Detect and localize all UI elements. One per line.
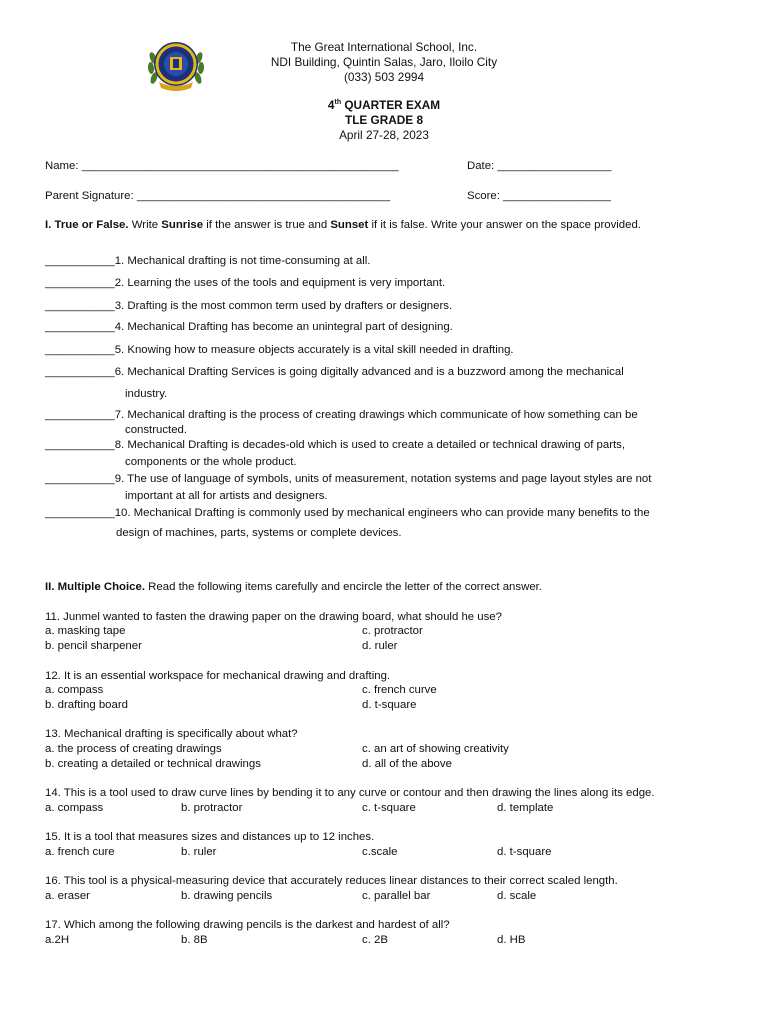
q12-option-d[interactable]: d. t-square [362, 699, 417, 711]
parent-signature-field[interactable]: Parent Signature: ________________________________________ [45, 190, 391, 202]
q14-option-b[interactable]: b. protractor [181, 802, 243, 814]
tf-item-7[interactable]: ___________7. Mechanical drafting is the process of creating drawings which communicate of how something can be [45, 409, 638, 421]
q17-option-a[interactable]: a.2H [45, 934, 70, 946]
q16-option-d[interactable]: d. scale [497, 890, 537, 902]
q14-option-c[interactable]: c. t-square [362, 802, 416, 814]
question-12: 12. It is an essential workspace for mechanical drawing and drafting. [45, 670, 391, 682]
q13-option-a[interactable]: a. the process of creating drawings [45, 743, 222, 755]
q15-option-c[interactable]: c.scale [362, 846, 398, 858]
question-14: 14. This is a tool used to draw curve lines by bending it to any curve or contour and then drawing the lines along its edge. [45, 787, 655, 799]
question-11: 11. Junmel wanted to fasten the drawing paper on the drawing board, what should he use? [45, 611, 502, 623]
tf-item-10-cont: design of machines, parts, systems or complete devices. [116, 527, 402, 539]
tf-item-10[interactable]: ___________10. Mechanical Drafting is commonly used by mechanical engineers who can provide many benefits to the [45, 507, 650, 519]
section-2-instructions: II. Multiple Choice. Read the following items carefully and encircle the letter of the correct answer. [45, 581, 542, 593]
name-field[interactable]: Name: __________________________________________________ [45, 160, 399, 172]
tf-item-1[interactable]: ___________1. Mechanical drafting is not time-consuming at all. [45, 255, 371, 267]
q11-option-b[interactable]: b. pencil sharpener [45, 640, 142, 652]
q13-option-c[interactable]: c. an art of showing creativity [362, 743, 509, 755]
question-15: 15. It is a tool that measures sizes and distances up to 12 inches. [45, 831, 375, 843]
tf-item-4[interactable]: ___________4. Mechanical Drafting has become an unintegral part of designing. [45, 321, 453, 333]
tf-item-7-cont: constructed. [125, 424, 188, 436]
tf-item-2[interactable]: ___________2. Learning the uses of the tools and equipment is very important. [45, 277, 446, 289]
q12-option-c[interactable]: c. french curve [362, 684, 437, 696]
date-field[interactable]: Date: __________________ [467, 160, 612, 172]
tf-item-8[interactable]: ___________8. Mechanical Drafting is decades-old which is used to create a detailed or technical drawing of parts, [45, 439, 626, 451]
q16-option-c[interactable]: c. parallel bar [362, 890, 431, 902]
q11-option-c[interactable]: c. protractor [362, 625, 423, 637]
q17-option-d[interactable]: d. HB [497, 934, 526, 946]
tf-item-5[interactable]: ___________5. Knowing how to measure objects accurately is a vital skill needed in drafting. [45, 344, 514, 356]
tf-item-6-cont: industry. [125, 388, 168, 400]
tf-item-8-cont: components or the whole product. [125, 456, 297, 468]
q15-option-d[interactable]: d. t-square [497, 846, 552, 858]
q15-option-a[interactable]: a. french cure [45, 846, 115, 858]
tf-item-6[interactable]: ___________6. Mechanical Drafting Services is going digitally advanced and is a buzzword among the mechanical [45, 366, 624, 378]
q13-option-d[interactable]: d. all of the above [362, 758, 452, 770]
question-16: 16. This tool is a physical-measuring device that accurately reduces linear distances to their correct scaled length. [45, 875, 618, 887]
score-field[interactable]: Score: _________________ [467, 190, 611, 202]
q11-option-d[interactable]: d. ruler [362, 640, 398, 652]
school-address: NDI Building, Quintin Salas, Jaro, Iloilo City [270, 55, 498, 69]
section-1-instructions: I. True or False. Write Sunrise if the answer is true and Sunset if it is false. Write your answer on the space provided. [45, 219, 641, 231]
q14-option-a[interactable]: a. compass [45, 802, 104, 814]
tf-item-3[interactable]: ___________3. Drafting is the most common term used by drafters or designers. [45, 300, 453, 312]
q15-option-b[interactable]: b. ruler [181, 846, 217, 858]
q13-option-b[interactable]: b. creating a detailed or technical drawings [45, 758, 261, 770]
school-phone: (033) 503 2994 [343, 70, 425, 84]
exam-subject: TLE GRADE 8 [345, 113, 423, 127]
q11-option-a[interactable]: a. masking tape [45, 625, 126, 637]
q16-option-a[interactable]: a. eraser [45, 890, 90, 902]
exam-title: 4th QUARTER EXAM [327, 98, 441, 112]
q17-option-b[interactable]: b. 8B [181, 934, 208, 946]
school-name: The Great International School, Inc. [290, 40, 478, 54]
q12-option-a[interactable]: a. compass [45, 684, 104, 696]
q14-option-d[interactable]: d. template [497, 802, 554, 814]
tf-item-9-cont: important at all for artists and designers. [125, 490, 328, 502]
q12-option-b[interactable]: b. drafting board [45, 699, 128, 711]
exam-date: April 27-28, 2023 [339, 128, 429, 142]
question-17: 17. Which among the following drawing pencils is the darkest and hardest of all? [45, 919, 450, 931]
q16-option-b[interactable]: b. drawing pencils [181, 890, 273, 902]
tf-item-9[interactable]: ___________9. The use of language of symbols, units of measurement, notation systems and page layout styles are not [45, 473, 652, 485]
question-13: 13. Mechanical drafting is specifically about what? [45, 728, 298, 740]
q17-option-c[interactable]: c. 2B [362, 934, 388, 946]
